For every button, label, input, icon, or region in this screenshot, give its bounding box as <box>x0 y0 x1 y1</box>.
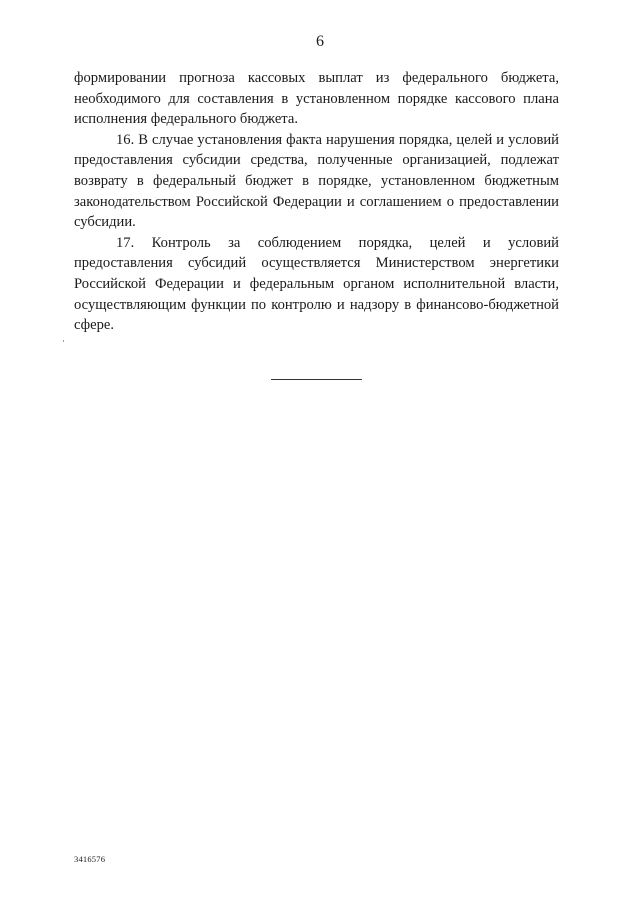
paragraph-continuation: формировании прогноза кассовых выплат из федерального бюджета, необходимого для составления в установленном порядке кассового плана исполнения федерального бюджета. <box>74 70 559 128</box>
paragraph-17: 17. Контроль за соблюдением порядка, целей и условий предоставления субсидий осуществляется Министерством энергетики Российской Федерации и федеральным органом исполнительной власти, осуществляющим функции по контролю и надзору в финансово-бюджетной сфере. <box>74 234 559 334</box>
paragraph-16: 16. В случае установления факта нарушения порядка, целей и условий предоставления субсидии средства, полученные организацией, подлежат возврату в федеральный бюджет в порядке, установленном бюджетным законодательством Российской Федерации и соглашением о предоставлении субсидии. <box>74 131 559 231</box>
scan-artifact <box>63 340 64 342</box>
end-of-document-rule <box>271 379 362 380</box>
page-number: 6 <box>316 33 324 50</box>
document-code: 3416576 <box>74 854 106 864</box>
document-body <box>74 68 559 336</box>
